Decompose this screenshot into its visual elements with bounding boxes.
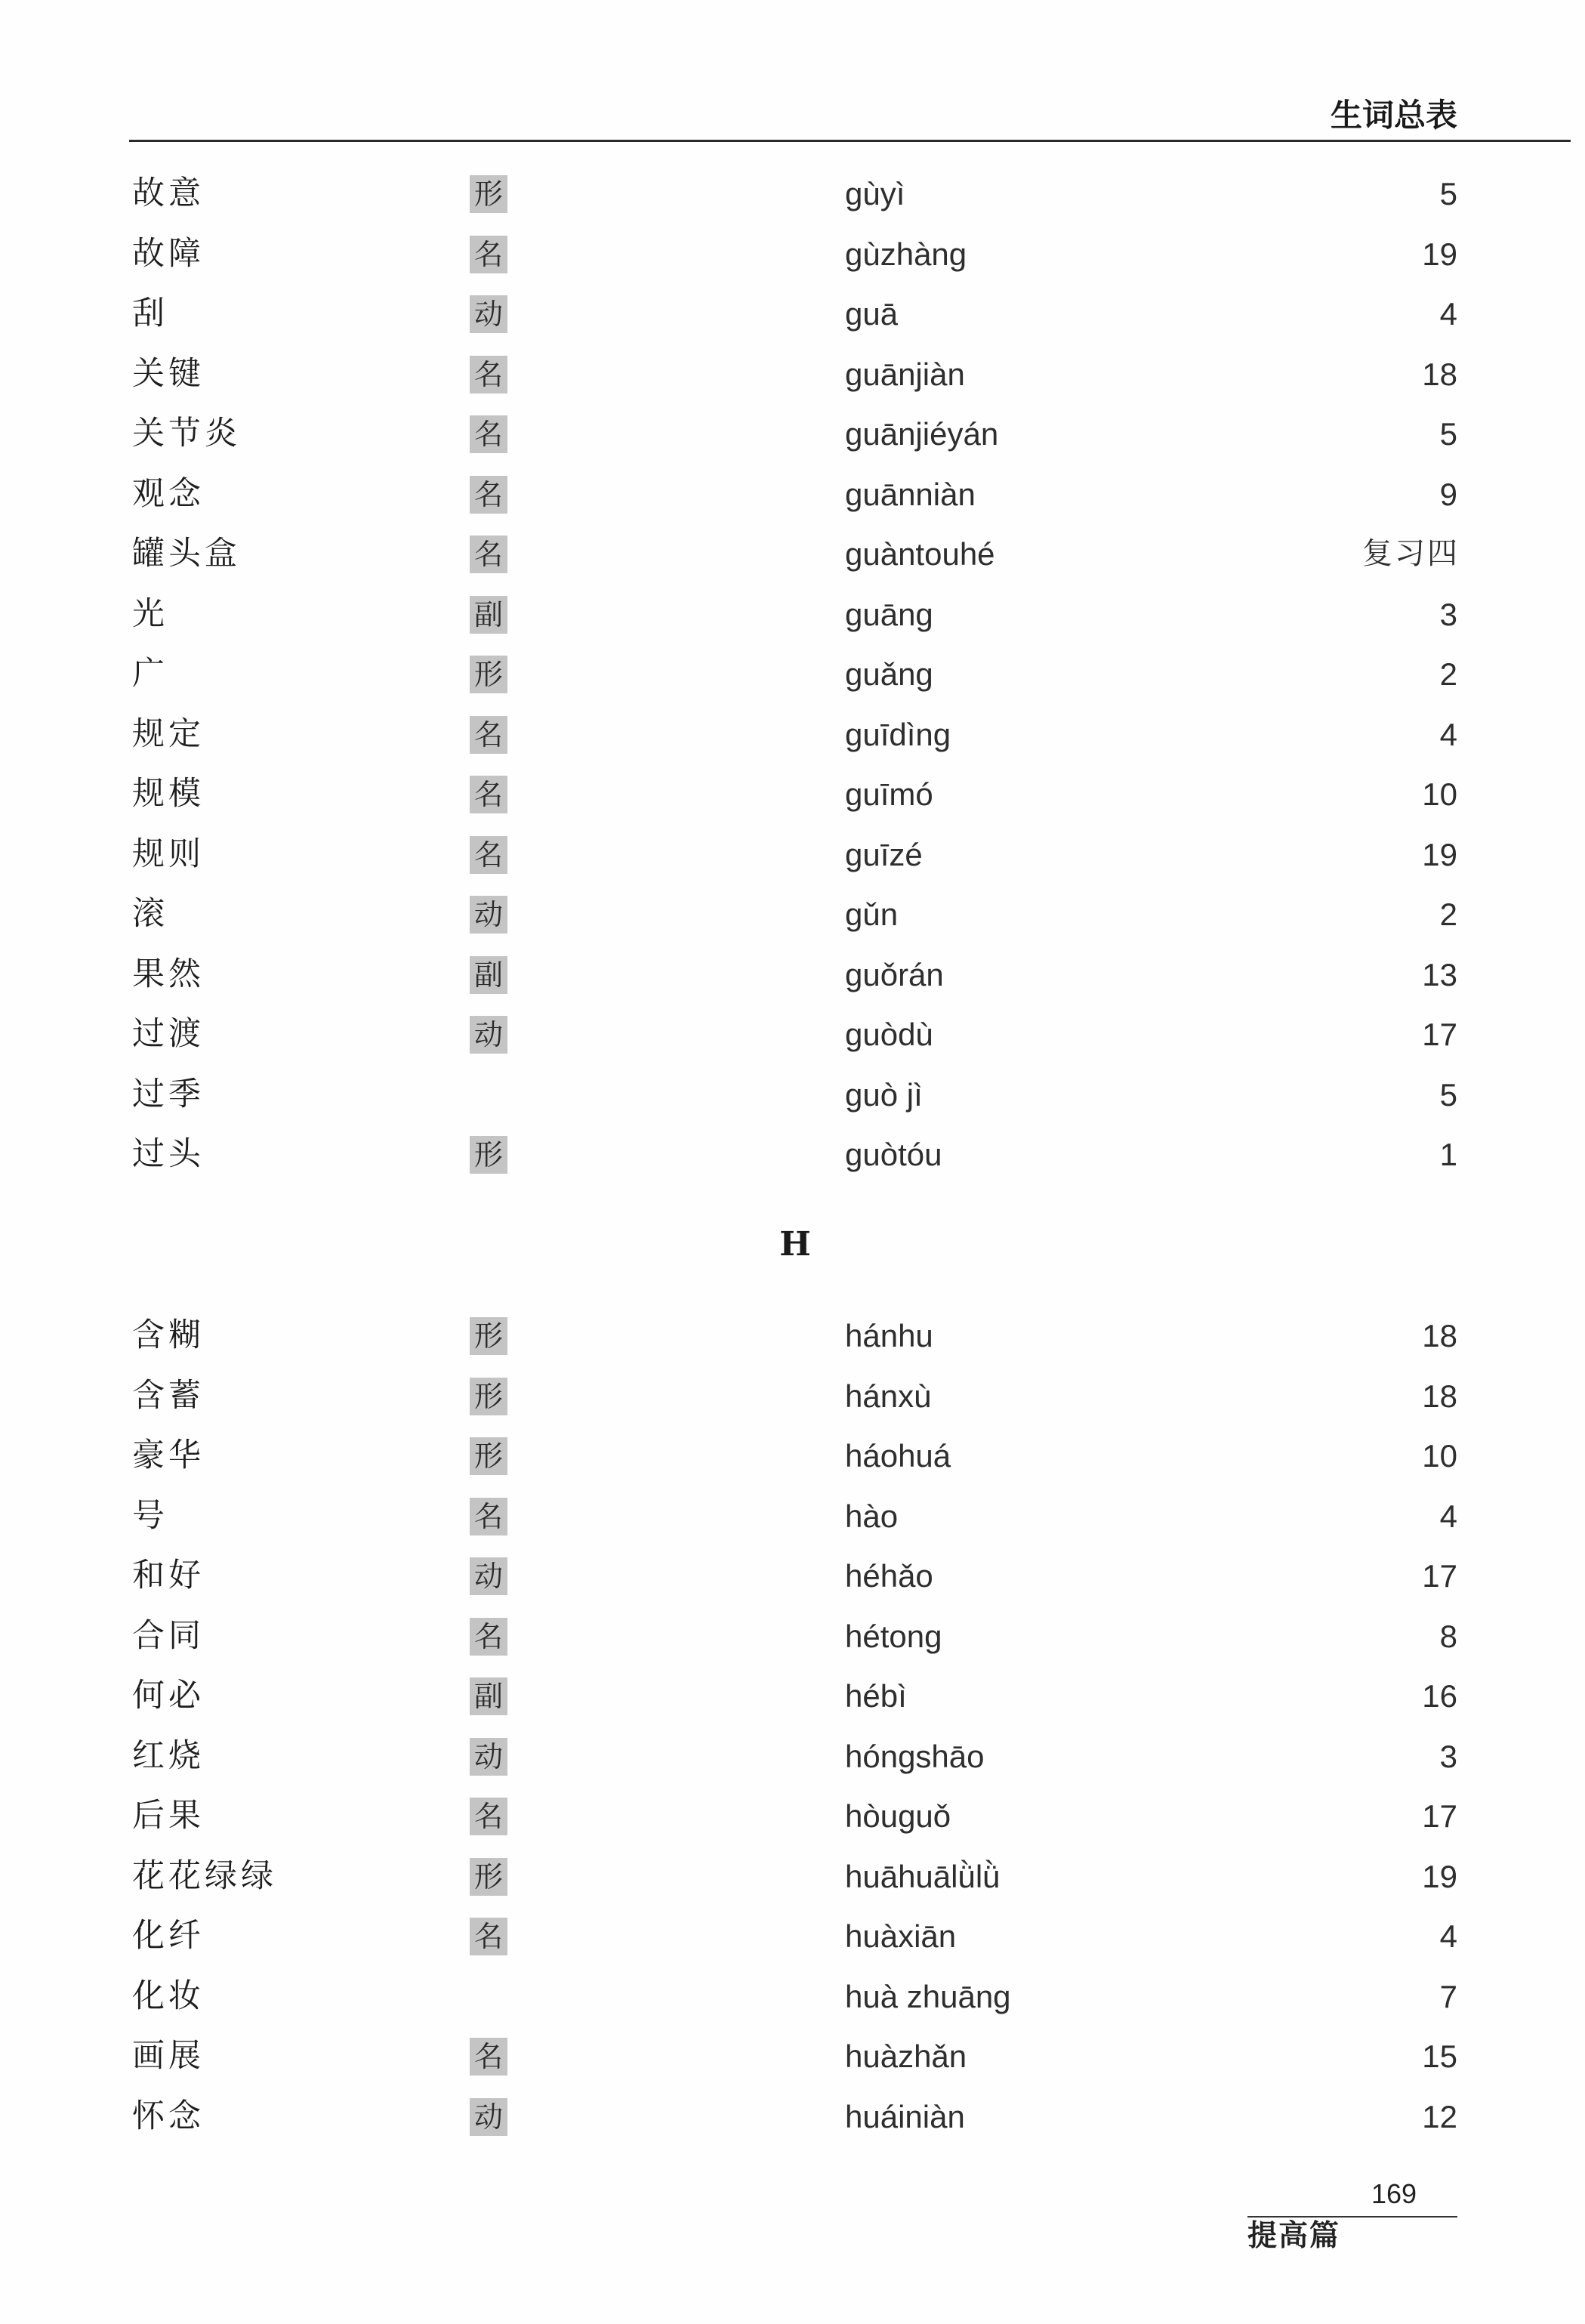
entry-part-of-speech: 名 bbox=[470, 535, 507, 573]
entry-lesson: 19 bbox=[1422, 1858, 1457, 1894]
entry-word: 关节炎 bbox=[132, 415, 241, 452]
vocab-entry bbox=[0, 1906, 1585, 1967]
entry-part-of-speech: 动 bbox=[470, 2098, 507, 2136]
entry-pinyin: guāng bbox=[845, 596, 933, 632]
entry-lesson: 4 bbox=[1439, 716, 1457, 752]
entry-word: 刮 bbox=[132, 295, 168, 332]
entry-pinyin: hào bbox=[845, 1498, 899, 1534]
entry-lesson: 复习四 bbox=[1362, 536, 1460, 571]
entry-pinyin: gùyì bbox=[845, 176, 905, 211]
entry-lesson: 15 bbox=[1422, 2039, 1457, 2074]
page-number: 169 bbox=[1371, 2178, 1417, 2209]
entry-word: 怀念 bbox=[132, 2097, 205, 2135]
entry-lesson: 5 bbox=[1439, 1076, 1457, 1113]
entry-lesson: 10 bbox=[1422, 776, 1457, 812]
entry-pinyin: guīmó bbox=[845, 776, 933, 812]
entry-part-of-speech: 动 bbox=[470, 896, 507, 934]
vocab-entry bbox=[0, 1426, 1585, 1486]
entry-part-of-speech: 动 bbox=[470, 1016, 507, 1054]
entry-pinyin: guàntouhé bbox=[845, 536, 995, 572]
entry-lesson: 19 bbox=[1422, 836, 1457, 872]
entry-lesson: 8 bbox=[1439, 1618, 1457, 1654]
entry-word: 合同 bbox=[132, 1616, 205, 1655]
section-heading: H bbox=[779, 1225, 811, 1264]
entry-word: 和好 bbox=[132, 1557, 205, 1594]
entry-pinyin: huàxiān bbox=[845, 1918, 957, 1954]
entry-lesson: 17 bbox=[1422, 1017, 1457, 1052]
entry-part-of-speech: 形 bbox=[470, 1136, 507, 1174]
vocab-entry bbox=[0, 224, 1585, 285]
vocab-entry bbox=[0, 1005, 1585, 1065]
entry-part-of-speech: 形 bbox=[470, 1378, 507, 1415]
entry-pinyin: gùzhàng bbox=[845, 236, 967, 272]
entry-part-of-speech: 动 bbox=[470, 295, 507, 333]
entry-pinyin: háohuá bbox=[845, 1438, 951, 1474]
entry-part-of-speech: 副 bbox=[470, 596, 507, 634]
vocab-entry bbox=[0, 1606, 1585, 1667]
vocab-entry bbox=[0, 705, 1585, 765]
entry-pinyin: gǔn bbox=[845, 897, 899, 932]
vocab-entry bbox=[0, 464, 1585, 525]
entry-word: 罐头盒 bbox=[132, 535, 241, 573]
entry-pinyin: hòuguǒ bbox=[845, 1798, 951, 1834]
entry-lesson: 2 bbox=[1439, 897, 1457, 932]
entry-part-of-speech: 名 bbox=[470, 236, 507, 273]
entry-word: 豪华 bbox=[132, 1437, 205, 1474]
entry-lesson: 4 bbox=[1439, 296, 1457, 332]
entry-pinyin: hétong bbox=[845, 1618, 942, 1654]
entry-part-of-speech: 形 bbox=[470, 1858, 507, 1896]
entry-word: 含蓄 bbox=[132, 1376, 205, 1415]
entry-part-of-speech: 名 bbox=[470, 1798, 507, 1835]
entry-lesson: 5 bbox=[1439, 176, 1457, 211]
entry-word: 花花绿绿 bbox=[132, 1856, 277, 1895]
entry-word: 滚 bbox=[132, 895, 168, 933]
entry-part-of-speech: 副 bbox=[470, 956, 507, 994]
vocab-entry bbox=[0, 825, 1585, 885]
entry-lesson: 19 bbox=[1422, 236, 1457, 272]
entry-word: 广 bbox=[132, 655, 168, 693]
entry-word: 故障 bbox=[132, 234, 205, 273]
entry-word: 规定 bbox=[132, 714, 205, 753]
entry-lesson: 9 bbox=[1439, 476, 1457, 512]
entry-part-of-speech: 动 bbox=[470, 1557, 507, 1595]
vocab-entry bbox=[0, 1546, 1585, 1606]
vocab-entry bbox=[0, 764, 1585, 825]
entry-pinyin: hánhu bbox=[845, 1318, 933, 1353]
entry-pinyin: héhǎo bbox=[845, 1558, 933, 1594]
entry-part-of-speech: 名 bbox=[470, 356, 507, 394]
entry-lesson: 12 bbox=[1422, 2098, 1457, 2134]
entry-pinyin: huà zhuāng bbox=[845, 1978, 1011, 2014]
vocab-entry bbox=[0, 1727, 1585, 1787]
entry-word: 过季 bbox=[132, 1075, 205, 1113]
entry-pinyin: hóngshāo bbox=[845, 1738, 985, 1774]
vocab-entry bbox=[0, 585, 1585, 645]
entry-part-of-speech: 形 bbox=[470, 1317, 507, 1355]
entry-lesson: 17 bbox=[1422, 1558, 1457, 1594]
entry-part-of-speech: 名 bbox=[470, 836, 507, 874]
entry-lesson: 18 bbox=[1422, 356, 1457, 392]
entry-word: 化纤 bbox=[132, 1917, 205, 1955]
entry-part-of-speech: 名 bbox=[470, 776, 507, 813]
entry-pinyin: hébì bbox=[845, 1678, 907, 1714]
entry-word: 光 bbox=[132, 594, 168, 633]
entry-pinyin: huāhuālǜlǜ bbox=[845, 1858, 1001, 1894]
entry-part-of-speech: 名 bbox=[470, 415, 507, 453]
entry-pinyin: guīdìng bbox=[845, 716, 951, 752]
vocab-entry bbox=[0, 1366, 1585, 1427]
entry-word: 化妆 bbox=[132, 1977, 205, 2015]
entry-part-of-speech: 形 bbox=[470, 656, 507, 693]
entry-lesson: 4 bbox=[1439, 1498, 1457, 1534]
entry-word: 红烧 bbox=[132, 1736, 205, 1775]
vocab-entry bbox=[0, 1786, 1585, 1847]
entry-pinyin: guīzé bbox=[845, 836, 923, 872]
page-header-title: 生词总表 bbox=[1330, 97, 1457, 134]
entry-pinyin: guòdù bbox=[845, 1017, 933, 1052]
entry-word: 故意 bbox=[132, 174, 205, 212]
entry-pinyin: guòtóu bbox=[845, 1137, 942, 1172]
entry-part-of-speech: 名 bbox=[470, 1498, 507, 1535]
entry-pinyin: guǎng bbox=[845, 656, 933, 692]
entry-part-of-speech: 名 bbox=[470, 1918, 507, 1955]
entry-lesson: 18 bbox=[1422, 1318, 1457, 1353]
vocab-entry bbox=[0, 1306, 1585, 1366]
vocab-entry bbox=[0, 884, 1585, 945]
entry-word: 何必 bbox=[132, 1677, 205, 1714]
vocab-entry bbox=[0, 404, 1585, 464]
entry-word: 果然 bbox=[132, 955, 205, 993]
entry-lesson: 7 bbox=[1439, 1978, 1457, 2014]
entry-lesson: 3 bbox=[1439, 1738, 1457, 1774]
vocab-entry bbox=[0, 945, 1585, 1005]
entry-part-of-speech: 形 bbox=[470, 175, 507, 213]
vocab-entry bbox=[0, 164, 1585, 224]
vocab-entry bbox=[0, 1967, 1585, 2027]
vocab-entry bbox=[0, 344, 1585, 405]
vocab-entry bbox=[0, 1065, 1585, 1125]
entry-word: 后果 bbox=[132, 1797, 205, 1835]
entry-part-of-speech: 形 bbox=[470, 1437, 507, 1475]
entry-pinyin: guǒrán bbox=[845, 956, 944, 992]
entry-lesson: 2 bbox=[1439, 656, 1457, 692]
vocab-section-g bbox=[0, 164, 1585, 1185]
entry-word: 过渡 bbox=[132, 1015, 205, 1053]
entry-word: 过头 bbox=[132, 1135, 205, 1173]
entry-pinyin: guā bbox=[845, 296, 899, 332]
entry-pinyin: huàzhǎn bbox=[845, 2039, 967, 2074]
entry-part-of-speech: 名 bbox=[470, 476, 507, 514]
entry-pinyin: hánxù bbox=[845, 1378, 932, 1414]
entry-word: 含糊 bbox=[132, 1316, 205, 1354]
entry-pinyin: huáiniàn bbox=[845, 2098, 965, 2134]
entry-word: 规则 bbox=[132, 835, 205, 873]
entry-lesson: 17 bbox=[1422, 1798, 1457, 1834]
entry-lesson: 5 bbox=[1439, 416, 1457, 452]
entry-lesson: 13 bbox=[1422, 956, 1457, 992]
vocab-entry bbox=[0, 644, 1585, 705]
entry-word: 画展 bbox=[132, 2037, 205, 2075]
vocab-entry bbox=[0, 1486, 1585, 1547]
entry-part-of-speech: 副 bbox=[470, 1677, 507, 1715]
entry-lesson: 3 bbox=[1439, 596, 1457, 632]
entry-lesson: 4 bbox=[1439, 1918, 1457, 1954]
vocab-entry bbox=[0, 2087, 1585, 2147]
vocab-section-h bbox=[0, 1306, 1585, 2147]
header-rule bbox=[129, 140, 1571, 142]
entry-word: 规模 bbox=[132, 775, 205, 813]
vocab-entry bbox=[0, 1125, 1585, 1185]
book-part-label: 提高篇 bbox=[1247, 2218, 1341, 2253]
entry-pinyin: guānjiàn bbox=[845, 356, 965, 392]
entry-word: 观念 bbox=[132, 474, 205, 513]
entry-part-of-speech: 名 bbox=[470, 2038, 507, 2076]
entry-pinyin: guānjiéyán bbox=[845, 416, 999, 452]
entry-lesson: 1 bbox=[1439, 1137, 1457, 1172]
entry-part-of-speech: 动 bbox=[470, 1738, 507, 1776]
entry-lesson: 10 bbox=[1422, 1438, 1457, 1474]
vocab-entry bbox=[0, 1666, 1585, 1727]
vocab-entry bbox=[0, 2026, 1585, 2087]
entry-pinyin: guānniàn bbox=[845, 476, 976, 512]
entry-word: 号 bbox=[132, 1496, 168, 1535]
entry-word: 关键 bbox=[132, 354, 205, 393]
vocab-entry bbox=[0, 1847, 1585, 1907]
entry-lesson: 16 bbox=[1422, 1678, 1457, 1714]
entry-part-of-speech: 名 bbox=[470, 716, 507, 754]
vocab-entry bbox=[0, 284, 1585, 344]
entry-part-of-speech: 名 bbox=[470, 1618, 507, 1656]
entry-lesson: 18 bbox=[1422, 1378, 1457, 1414]
vocab-entry bbox=[0, 524, 1585, 585]
entry-pinyin: guò jì bbox=[845, 1076, 923, 1113]
